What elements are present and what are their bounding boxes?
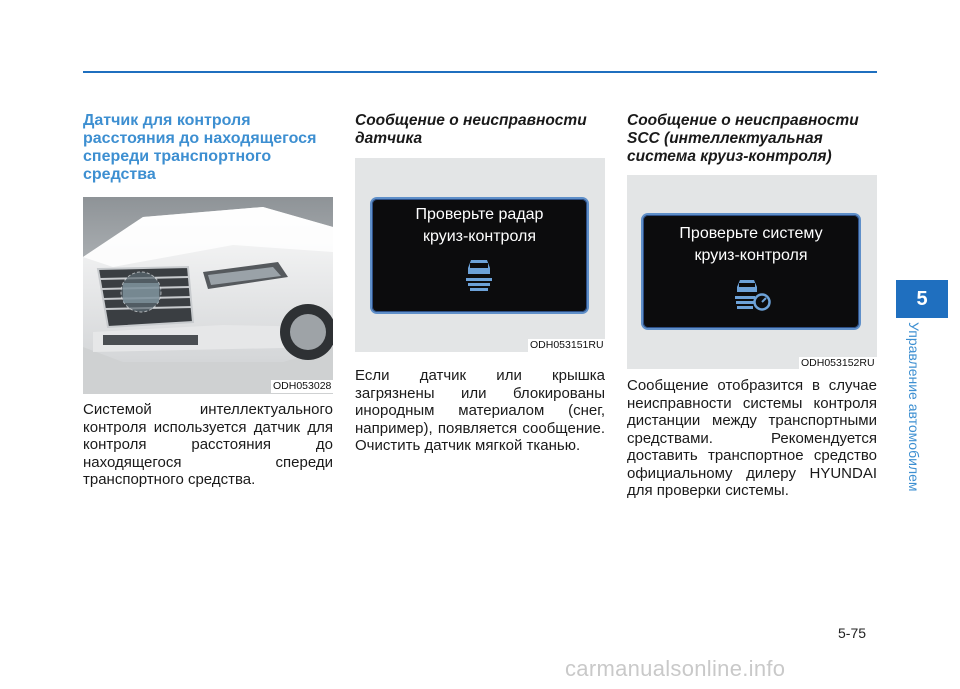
- screen-message-line-2: круиз-контроля: [694, 247, 808, 264]
- page-number: 5-75: [838, 625, 867, 641]
- screen-message-line-2: круиз-контроля: [422, 228, 536, 245]
- section-heading: Сообщение о неисправности датчика: [355, 112, 587, 147]
- column-1: [83, 112, 333, 184]
- cluster-screen: [643, 215, 859, 328]
- column-2-body: [355, 367, 605, 455]
- top-rule: [83, 71, 877, 73]
- column-3-body: [627, 377, 877, 500]
- column-1-body: [83, 401, 333, 489]
- car-front-photo: [83, 197, 333, 394]
- cruise-control-warning-icon: [733, 277, 771, 311]
- image-code: ODH053152RU: [801, 357, 875, 369]
- column-3: [627, 112, 877, 166]
- car-front-illustration: [83, 197, 333, 394]
- cluster-screen: [372, 199, 587, 312]
- radar-car-icon: [463, 257, 495, 291]
- dashboard-panel: [355, 158, 605, 352]
- section-heading: Датчик для контроля расстояния до находящегося спереди транспортного средства: [83, 112, 317, 183]
- body-text: Сообщение отобразится в случае неисправности системы контроля дистанции между транспортными средствами. Рекомендуется доставить транспортное средство официальному дилеру HYUNDAI для проверки системы.: [627, 377, 877, 499]
- column-2: [355, 112, 605, 148]
- screen-message-line-1: Проверьте радар: [415, 206, 544, 223]
- screen-message-line-1: Проверьте систему: [679, 225, 823, 242]
- body-text: Если датчик или крышка загрязнены или блокированы инородным материалом (снег, например), появляется сообщение. Очистить датчик мягкой тканью.: [355, 367, 605, 454]
- dashboard-panel: [627, 175, 877, 369]
- watermark: carmanualsonline.info: [565, 656, 786, 681]
- image-code: ODH053028: [273, 380, 332, 392]
- section-heading: Сообщение о неисправности SCC (интеллектуальная система круиз-контроля): [627, 112, 859, 165]
- body-text: Системой интеллектуального контроля используется датчик для контроля расстояния до находящегося спереди транспортного средства.: [83, 401, 333, 488]
- chapter-label: Управление автомобилем: [906, 322, 922, 492]
- image-code: ODH053151RU: [530, 339, 604, 351]
- chapter-tab[interactable]: 5: [896, 280, 948, 318]
